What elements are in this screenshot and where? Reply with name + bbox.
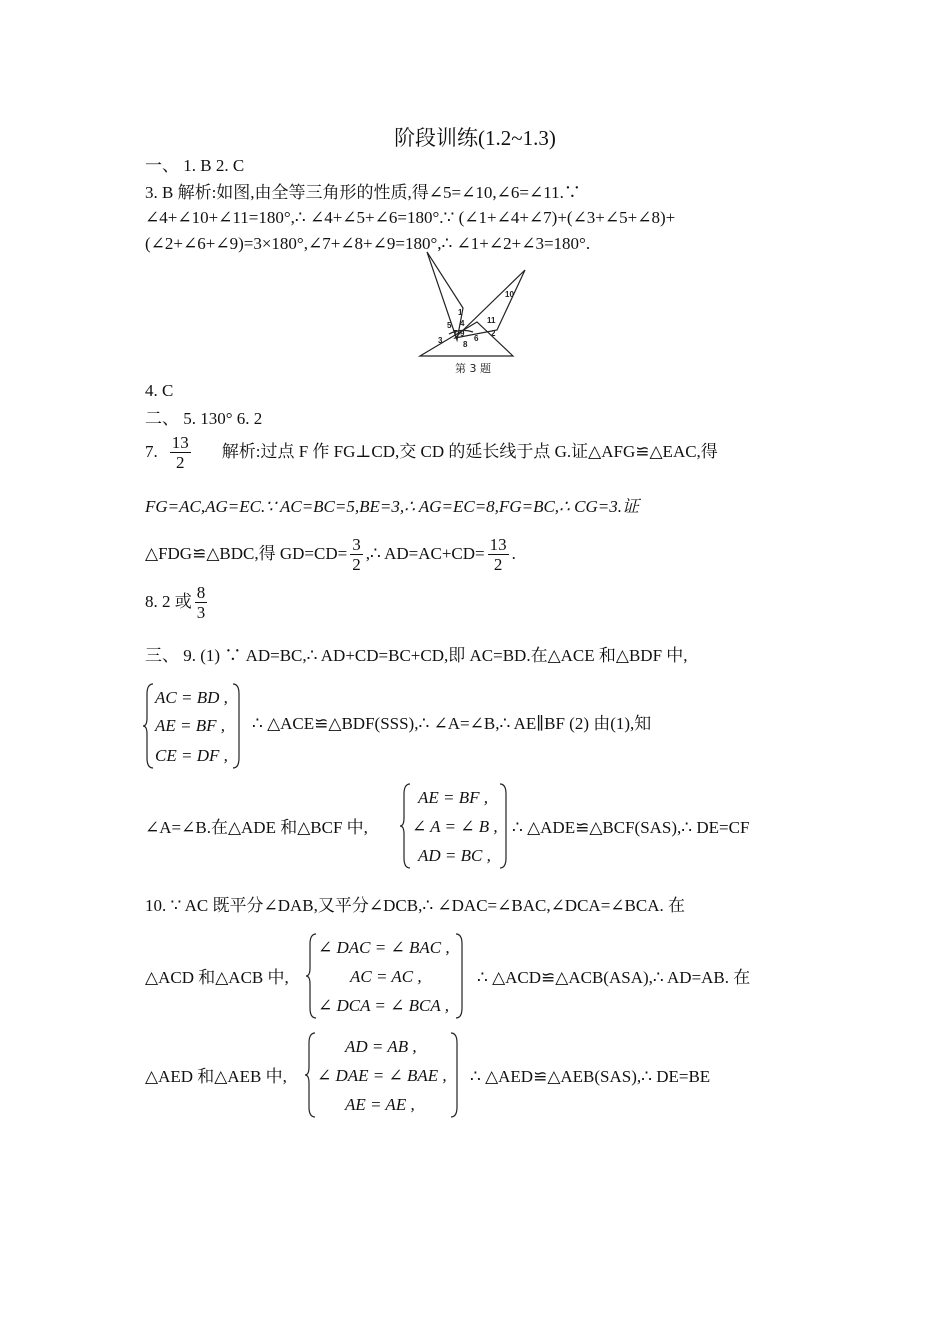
figure-label-11: 11: [487, 316, 496, 325]
q10a-eq-1: ∠ DAC = ∠ BAC ,: [318, 938, 450, 957]
q7-line-3-fraction-2-denominator: 2: [493, 554, 503, 574]
figure-label-7: 7: [453, 329, 458, 338]
q7-solution: 解析:过点 F 作 FG⊥CD,交 CD 的延长线于点 G.证△AFG≌△EAC,得: [221, 442, 718, 461]
q10-intro-2: △AED 和△AEB 中,: [145, 1067, 287, 1086]
figure-label-1: 1: [458, 308, 463, 317]
figure-label-9: 9: [460, 329, 465, 338]
q9b-eq-3: AD = BC ,: [418, 846, 491, 865]
figure-label-2: 2: [491, 329, 496, 338]
q7-line-3-part-b: ,∴ AD=AC+CD=: [365, 544, 485, 563]
q8-answer: 8. 2 或: [145, 592, 192, 611]
q7-line-2: FG=AC,AG=EC.∵ AC=BC=5,BE=3,∴ AG=EC=8,FG=BC,∴ CG=3.证: [145, 497, 639, 516]
q7-line-3-fraction-1-numerator: 3: [352, 534, 361, 554]
answer-q4: 4. C: [145, 381, 174, 400]
q10-conclusion-2: ∴ △AED≌△AEB(SAS),∴ DE=BE: [470, 1067, 711, 1086]
figure-label-6: 6: [474, 334, 479, 343]
q3-line-1: 3. B 解析:如图,由全等三角形的性质,得∠5=∠10,∠6=∠11.∵: [145, 183, 581, 202]
q9-eq-1: AC = BD ,: [155, 688, 228, 707]
figure-left-triangle: [427, 252, 463, 340]
figure-right-triangle: [455, 270, 525, 338]
figure-label-4: 4: [460, 319, 465, 328]
q10-line-1: 10. ∵ AC 既平分∠DAB,又平分∠DCB,∴ ∠DAC=∠BAC,∠DCA=∠BCA. 在: [145, 896, 685, 915]
figure-caption: 第 3 题: [455, 362, 491, 375]
q10b-eq-3: AE = AE ,: [345, 1095, 415, 1114]
q7-fraction-numerator: 13: [171, 432, 189, 452]
triangle-figure: [415, 248, 535, 376]
q7-line-3: [145, 532, 516, 576]
q9-conclusion: ∴ △ACE≌△BDF(SSS),∴ ∠A=∠B,∴ AE∥BF (2) 由(1),知: [252, 714, 652, 733]
q7-fraction: [170, 433, 191, 472]
q7-fraction-denominator: 2: [176, 452, 185, 472]
q9-part2-conclusion: ∴ △ADE≌△BCF(SAS),∴ DE=CF: [512, 818, 750, 837]
q10b-eq-2: ∠ DAE = ∠ BAE ,: [317, 1066, 447, 1085]
q9-eq-3: CE = DF ,: [155, 746, 228, 765]
q9b-eq-2: ∠ A = ∠ B ,: [412, 817, 498, 836]
q7-line-3-fraction-2: [488, 535, 509, 574]
q7-line-3-fraction-2-numerator: 13: [489, 534, 507, 554]
q9-part2-intro: ∠A=∠B.在△ADE 和△BCF 中,: [145, 818, 368, 837]
q9b-eq-1: AE = BF ,: [418, 788, 489, 807]
q10b-eq-1: AD = AB ,: [345, 1037, 417, 1056]
answer-line-1: 一、 1. B 2. C: [145, 156, 245, 175]
q3-line-2: ∠4+∠10+∠11=180°,∴ ∠4+∠5+∠6=180°.∵ (∠1+∠4+∠7)+(∠3+∠5+∠8)+: [145, 208, 676, 227]
page-title: 阶段训练(1.2~1.3): [394, 126, 556, 150]
q10-conclusion-1: ∴ △ACD≌△ACB(ASA),∴ AD=AB. 在: [477, 968, 751, 987]
answer-section-2: 二、 5. 130° 6. 2: [145, 409, 263, 428]
q8-fraction: [195, 583, 208, 622]
figure-label-3: 3: [438, 336, 443, 345]
figure-label-5: 5: [447, 321, 452, 330]
figure-label-10: 10: [505, 290, 514, 299]
q7-line-3-fraction-1-denominator: 2: [352, 554, 361, 574]
q9-line-1: 三、 9. (1) ∵ AD=BC,∴ AD+CD=BC+CD,即 AC=BD.在△ACE 和△BDF 中,: [145, 646, 688, 665]
q8-fraction-denominator: 3: [196, 602, 206, 622]
q7-number: 7.: [145, 442, 158, 461]
q8-fraction-numerator: 8: [196, 582, 206, 602]
q10a-eq-3: ∠ DCA = ∠ BCA ,: [318, 996, 449, 1015]
q8-line: [145, 580, 210, 624]
q9-eq-2: AE = BF ,: [155, 716, 226, 735]
q7-line: [145, 432, 718, 472]
q10-intro-1: △ACD 和△ACB 中,: [145, 968, 289, 987]
q10a-eq-2: AC = AC ,: [350, 967, 422, 986]
q7-line-3-part-a: △FDG≌△BDC,得 GD=CD=: [145, 544, 348, 563]
q3-line-3: (∠2+∠6+∠9)=3×180°,∠7+∠8+∠9=180°,∴ ∠1+∠2+∠3=180°.: [145, 234, 591, 253]
q7-line-3-part-c: .: [511, 544, 516, 563]
q7-line-3-fraction-1: [350, 535, 363, 574]
figure-label-8: 8: [463, 340, 468, 349]
